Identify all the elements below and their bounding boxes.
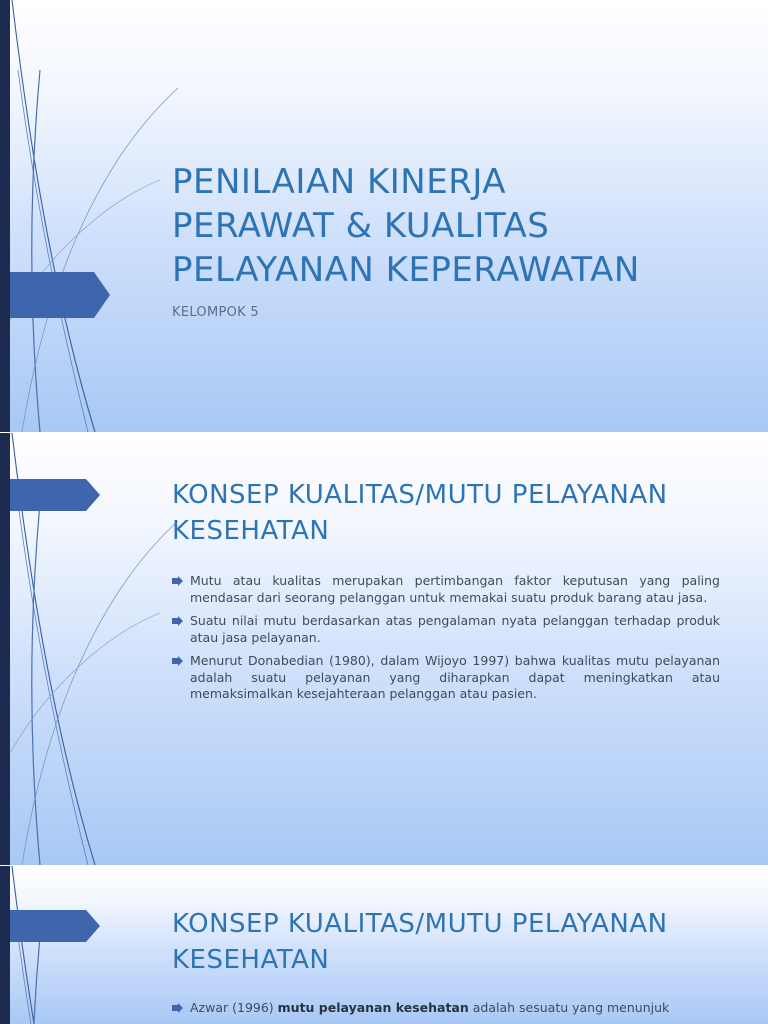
arrow-bullet-icon: [172, 616, 183, 626]
arrow-bullet-icon: [172, 1003, 183, 1013]
arrow-tab-icon: [0, 479, 102, 511]
title-line: PERAWAT & KUALITAS: [172, 206, 550, 246]
bullet-text: Mutu atau kualitas merupakan pertimbangan faktor keputusan yang paling mendasar dari seorang pelanggan untuk memakai suatu produk barang atau jasa.: [190, 573, 720, 605]
slide-konsep-2: [0, 866, 768, 1024]
title-line: KONSEP KUALITAS/MUTU PELAYANAN: [172, 909, 668, 939]
slide-title: [0, 0, 768, 432]
slide-heading: [172, 477, 668, 549]
arrow-tab-icon: [0, 272, 112, 318]
slide-heading: [172, 906, 668, 978]
title-line: PELAYANAN KEPERAWATAN: [172, 250, 640, 290]
bullet-item: [172, 653, 720, 703]
slide-konsep-1: [0, 433, 768, 865]
slide-title-heading: [172, 160, 640, 292]
slide-left-bar: [0, 0, 10, 432]
title-line: KESEHATAN: [172, 516, 330, 546]
bullet-list: [172, 1000, 720, 1024]
slide-left-bar: [0, 866, 10, 1024]
slide-subtitle: KELOMPOK 5: [172, 305, 259, 320]
arrow-bullet-icon: [172, 656, 183, 666]
bullet-text: Suatu nilai mutu berdasarkan atas pengalaman nyata pelanggan terhadap produk atau jasa pelayanan.: [190, 613, 720, 645]
decorative-curves: [0, 866, 200, 1024]
bullet-text: Menurut Donabedian (1980), dalam Wijoyo 1997) bahwa kualitas mutu pelayanan adalah suatu pelayanan yang diharapkan dapat meningkatkan atau memaksimalkan kesejahteraan pelanggan atau pasien.: [190, 653, 720, 701]
bullet-list: [172, 573, 720, 710]
bullet-text-before: Azwar (1996): [190, 1000, 278, 1015]
arrow-bullet-icon: [172, 576, 183, 586]
title-line: KESEHATAN: [172, 945, 330, 975]
bullet-item: [172, 1000, 720, 1017]
bullet-item: [172, 573, 720, 606]
arrow-tab-icon: [0, 910, 102, 942]
bullet-text-bold: mutu pelayanan kesehatan: [277, 1000, 469, 1015]
bullet-text-after: adalah sesuatu yang menunjuk: [468, 1000, 670, 1015]
bullet-item: [172, 613, 720, 646]
title-line: KONSEP KUALITAS/MUTU PELAYANAN: [172, 480, 668, 510]
decorative-curves: [0, 0, 200, 432]
title-line: PENILAIAN KINERJA: [172, 162, 507, 202]
